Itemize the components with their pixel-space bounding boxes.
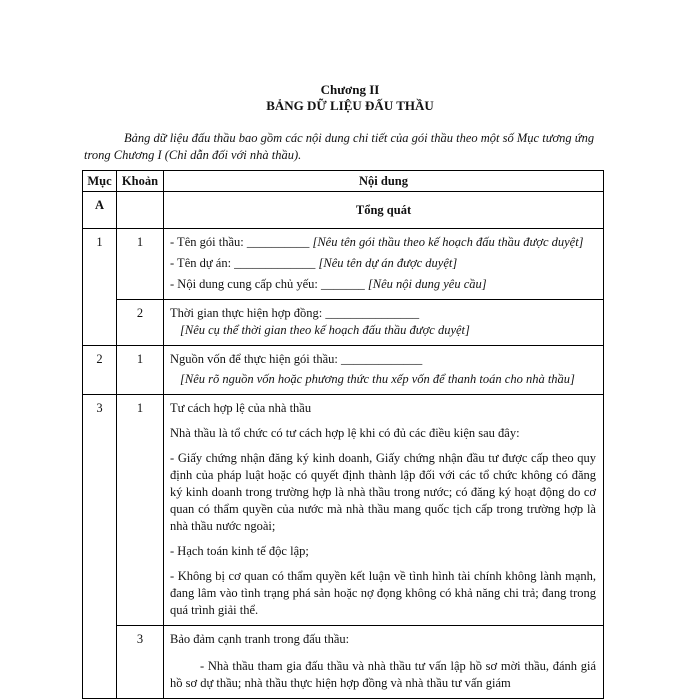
row-muc: 2 <box>83 346 117 395</box>
table-row <box>83 395 604 626</box>
table-row <box>83 346 604 395</box>
intro-paragraph: Bảng dữ liệu đấu thầu bao gồm các nội dung chi tiết của gói thầu theo một số Mục tương ứng trong Chương I (Chỉ dẫn đối với nhà thầu). <box>84 131 595 162</box>
row-khoan: 1 <box>117 229 164 300</box>
row-muc: 3 <box>83 395 117 699</box>
row-content: Bảo đảm cạnh tranh trong đấu thầu: - Nhà thầu tham gia đấu thầu và nhà thầu tư vấn lập hồ sơ mời thầu, đánh giá hồ sơ dự thầu; nhà thầu thực hiện hợp đồng và nhà thầu tư vấn giám <box>164 626 604 699</box>
header-khoan: Khoản <box>117 171 164 192</box>
row-content: Tư cách hợp lệ của nhà thầu Nhà thầu là tổ chức có tư cách hợp lệ khi có đủ các điều kiện sau đây: - Giấy chứng nhận đăng ký kinh doanh, Giấy chứng nhận đầu tư được cấp theo quy định của pháp luật hoặc có quyết định thành lập đối với các tổ chức không có đăng ký kinh doanh trong trường hợp là nhà thầu trong nước; có đăng ký hoạt động do cơ quan có thẩm quyền của nước mà nhà thầu mang quốc tịch cấp trong trường hợp là nhà thầu nước ngoài; - Hạch toán kinh tế độc lập; - Không bị cơ quan có thẩm quyền kết luận về tình hình tài chính không lành mạnh, đang lâm vào tình trạng phá sản hoặc nợ đọng không có khả năng chi trả; đang trong quá trình giải thể. <box>164 395 604 626</box>
chapter-label: Chương II <box>320 82 380 97</box>
row-content: - Tên gói thầu: __________ [Nêu tên gói thầu theo kế hoạch đấu thầu được duyệt] - Tên dự án: _____________ [Nêu tên dự án được duyệt] - Nội dung cung cấp chủ yếu: _______ [Nêu nội dung yêu cầu] <box>164 229 604 300</box>
row-khoan: 3 <box>117 626 164 699</box>
row-muc: 1 <box>83 229 117 346</box>
page-title: BẢNG DỮ LIỆU ĐẤU THẦU <box>266 98 434 113</box>
table-row <box>83 229 604 300</box>
row-content: Thời gian thực hiện hợp đồng: _______________ [Nêu cụ thể thời gian theo kế hoạch đấu thầu được duyệt] <box>164 300 604 346</box>
section-a-row <box>83 192 604 229</box>
header-noi-dung: Nội dung <box>164 171 604 192</box>
section-a-label: A <box>83 192 117 229</box>
table-row <box>83 626 604 699</box>
bid-data-table <box>82 170 604 699</box>
table-row <box>83 300 604 346</box>
row-khoan: 1 <box>117 395 164 626</box>
row-khoan: 1 <box>117 346 164 395</box>
row-content: Nguồn vốn để thực hiện gói thầu: _____________ [Nêu rõ nguồn vốn hoặc phương thức thu xếp vốn để thanh toán cho nhà thầu] <box>164 346 604 395</box>
table-header-row <box>83 171 604 192</box>
row-khoan: 2 <box>117 300 164 346</box>
header-muc: Mục <box>83 171 117 192</box>
section-a-title: Tổng quát <box>164 192 604 229</box>
